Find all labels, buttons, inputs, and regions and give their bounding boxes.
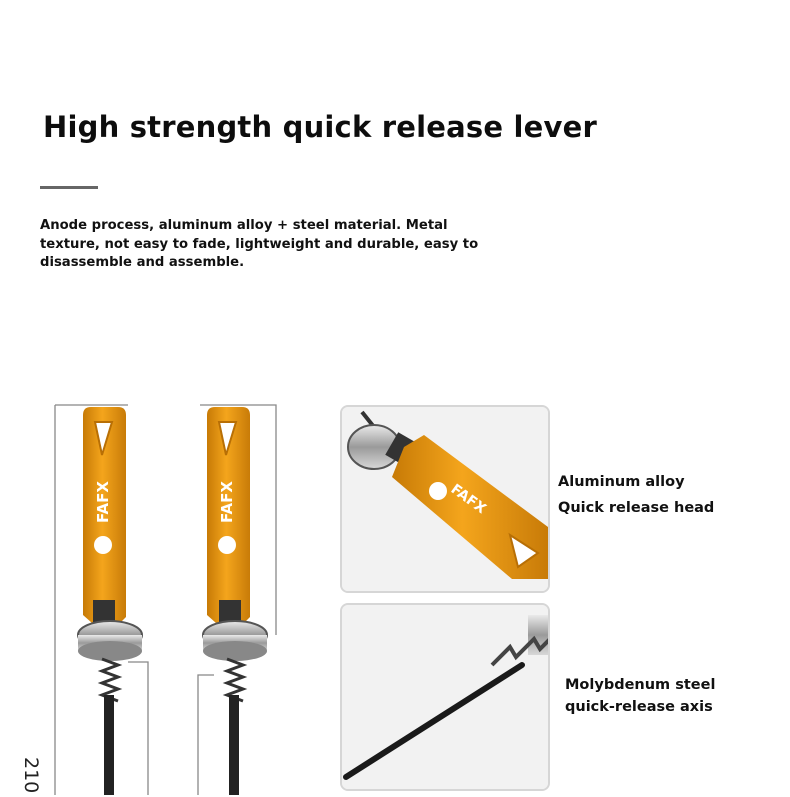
title-divider [40,186,98,189]
lever-head-closeup [342,407,548,591]
brand-mark-detail: FAFX [447,481,489,518]
lever-left [78,407,142,795]
feature-label-axle: Molybdenum steel quick-release axis [565,677,716,715]
detail-panel-axle [340,603,550,791]
product-description: Anode process, aluminum alloy + steel material. Metal texture, not easy to fade, lightweight and durable, easy to disassemble and assemble. [40,218,479,270]
detail-panel-lever-head [340,405,550,593]
brand-mark-right: FAFX [218,481,236,523]
lever-right [203,407,267,795]
page-title: High strength quick release lever [43,110,597,144]
axle-closeup [342,605,548,789]
brand-mark-left: FAFX [94,481,112,523]
dimension-label: 210 [20,757,42,794]
feature-label-head: Aluminum alloy Quick release head [558,474,715,516]
